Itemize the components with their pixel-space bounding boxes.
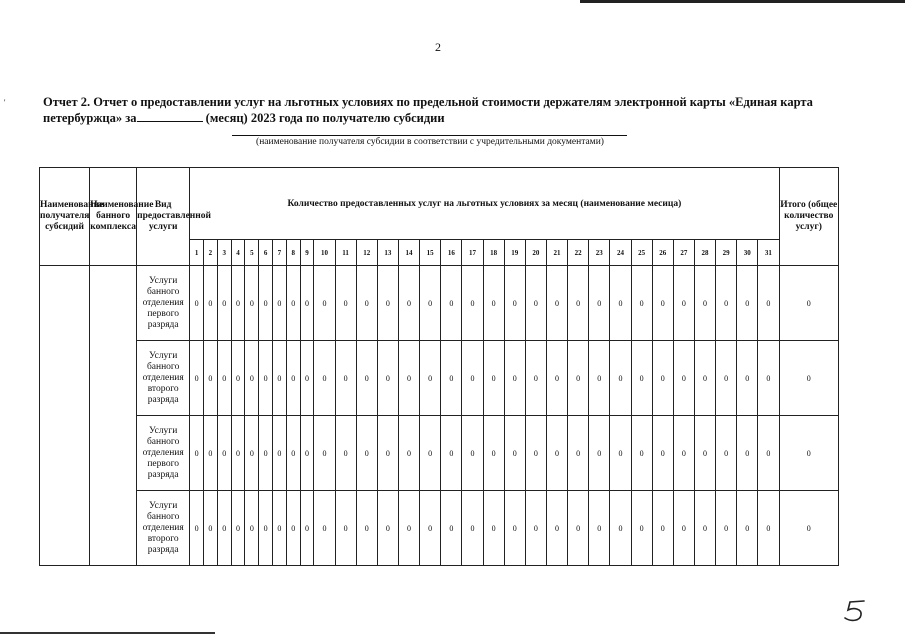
cell-day-value: 0	[758, 416, 779, 491]
month-blank-field	[137, 110, 203, 122]
cell-day-value: 0	[589, 341, 610, 416]
cell-day-value: 0	[231, 491, 245, 566]
cell-day-value: 0	[631, 341, 652, 416]
cell-day-value: 0	[441, 491, 462, 566]
handwritten-page-mark	[842, 598, 870, 631]
cell-day-value: 0	[314, 416, 335, 491]
header-day: 20	[525, 240, 546, 266]
header-day: 14	[398, 240, 419, 266]
cell-day-value: 0	[546, 266, 567, 341]
cell-day-value: 0	[631, 416, 652, 491]
cell-total: 0	[779, 416, 839, 491]
cell-day-value: 0	[356, 341, 377, 416]
cell-day-value: 0	[273, 491, 287, 566]
header-quantity: Количество предоставленных услуг на льготных условиях за месяц (наименование месица)	[190, 168, 779, 240]
recipient-caption: (наименование получателя субсидии в соответствии с учредительными документами)	[256, 137, 604, 147]
cell-day-value: 0	[259, 416, 273, 491]
header-day: 13	[377, 240, 398, 266]
cell-day-value: 0	[286, 416, 300, 491]
report-table	[39, 167, 839, 566]
header-day: 19	[504, 240, 525, 266]
table-row	[40, 416, 839, 491]
header-day: 5	[245, 240, 259, 266]
header-day: 17	[462, 240, 483, 266]
cell-day-value: 0	[631, 266, 652, 341]
cell-day-value: 0	[694, 341, 715, 416]
cell-day-value: 0	[398, 416, 419, 491]
header-day: 21	[546, 240, 567, 266]
cell-day-value: 0	[737, 491, 758, 566]
scan-edge-top	[580, 0, 905, 3]
cell-day-value: 0	[420, 266, 441, 341]
cell-day-value: 0	[716, 266, 737, 341]
cell-day-value: 0	[441, 341, 462, 416]
cell-day-value: 0	[546, 341, 567, 416]
page-number: 2	[435, 40, 441, 54]
header-total: Итого (общее количество услуг)	[779, 168, 839, 266]
cell-recipient	[40, 266, 90, 566]
cell-day-value: 0	[610, 341, 631, 416]
cell-day-value: 0	[217, 266, 231, 341]
recipient-name-line	[232, 135, 627, 136]
cell-day-value: 0	[758, 266, 779, 341]
cell-day-value: 0	[217, 491, 231, 566]
cell-day-value: 0	[462, 266, 483, 341]
cell-day-value: 0	[190, 491, 204, 566]
cell-day-value: 0	[377, 491, 398, 566]
cell-day-value: 0	[190, 341, 204, 416]
cell-service: Услуги банного отделения второго разряда	[137, 341, 190, 416]
cell-day-value: 0	[568, 416, 589, 491]
cell-day-value: 0	[673, 491, 694, 566]
cell-day-value: 0	[652, 416, 673, 491]
cell-day-value: 0	[300, 416, 314, 491]
cell-day-value: 0	[483, 491, 504, 566]
cell-day-value: 0	[356, 491, 377, 566]
header-day: 7	[273, 240, 287, 266]
cell-day-value: 0	[420, 491, 441, 566]
report-title-part2: (месяц) 2023 года по получателю субсидии	[205, 111, 445, 125]
cell-day-value: 0	[568, 491, 589, 566]
header-day: 29	[716, 240, 737, 266]
header-day: 30	[737, 240, 758, 266]
header-day: 8	[286, 240, 300, 266]
cell-day-value: 0	[259, 491, 273, 566]
cell-day-value: 0	[673, 266, 694, 341]
cell-day-value: 0	[568, 341, 589, 416]
cell-day-value: 0	[231, 416, 245, 491]
cell-day-value: 0	[504, 416, 525, 491]
cell-day-value: 0	[190, 416, 204, 491]
cell-day-value: 0	[314, 266, 335, 341]
cell-day-value: 0	[694, 266, 715, 341]
cell-day-value: 0	[245, 491, 259, 566]
cell-day-value: 0	[398, 491, 419, 566]
cell-total: 0	[779, 341, 839, 416]
table-row	[40, 341, 839, 416]
cell-complex	[90, 266, 137, 566]
cell-total: 0	[779, 491, 839, 566]
cell-day-value: 0	[546, 416, 567, 491]
cell-day-value: 0	[259, 266, 273, 341]
cell-day-value: 0	[314, 341, 335, 416]
cell-day-value: 0	[245, 341, 259, 416]
header-day: 10	[314, 240, 335, 266]
cell-day-value: 0	[204, 341, 218, 416]
cell-day-value: 0	[652, 341, 673, 416]
cell-day-value: 0	[441, 266, 462, 341]
header-day: 23	[589, 240, 610, 266]
header-day: 4	[231, 240, 245, 266]
cell-day-value: 0	[483, 266, 504, 341]
cell-day-value: 0	[462, 416, 483, 491]
cell-day-value: 0	[441, 416, 462, 491]
header-complex: Наименование банного комплекса	[90, 168, 137, 266]
header-day: 3	[217, 240, 231, 266]
report-title-part1: Отчет 2. Отчет о предоставлении услуг на льготных условиях по предельной стоимости держателям электронной карты «Единая карта петербуржца» за	[43, 95, 813, 125]
cell-day-value: 0	[716, 416, 737, 491]
cell-day-value: 0	[377, 266, 398, 341]
header-day: 16	[441, 240, 462, 266]
cell-day-value: 0	[462, 341, 483, 416]
header-day: 31	[758, 240, 779, 266]
cell-day-value: 0	[694, 416, 715, 491]
cell-day-value: 0	[273, 416, 287, 491]
cell-day-value: 0	[190, 266, 204, 341]
cell-day-value: 0	[694, 491, 715, 566]
cell-day-value: 0	[525, 341, 546, 416]
cell-day-value: 0	[356, 416, 377, 491]
cell-day-value: 0	[737, 341, 758, 416]
cell-day-value: 0	[245, 416, 259, 491]
cell-service: Услуги банного отделения первого разряда	[137, 266, 190, 341]
cell-day-value: 0	[204, 266, 218, 341]
cell-day-value: 0	[525, 416, 546, 491]
cell-day-value: 0	[231, 266, 245, 341]
cell-day-value: 0	[546, 491, 567, 566]
header-day: 24	[610, 240, 631, 266]
cell-day-value: 0	[610, 416, 631, 491]
table-row	[40, 491, 839, 566]
cell-day-value: 0	[300, 266, 314, 341]
cell-day-value: 0	[737, 266, 758, 341]
cell-day-value: 0	[589, 491, 610, 566]
cell-day-value: 0	[673, 341, 694, 416]
cell-day-value: 0	[286, 341, 300, 416]
cell-day-value: 0	[231, 341, 245, 416]
header-day: 27	[673, 240, 694, 266]
cell-day-value: 0	[673, 416, 694, 491]
header-recipient: Наименование получателя субсидий	[40, 168, 90, 266]
cell-day-value: 0	[462, 491, 483, 566]
cell-day-value: 0	[525, 266, 546, 341]
cell-day-value: 0	[420, 341, 441, 416]
header-day: 9	[300, 240, 314, 266]
cell-day-value: 0	[652, 266, 673, 341]
cell-day-value: 0	[504, 266, 525, 341]
cell-day-value: 0	[356, 266, 377, 341]
cell-day-value: 0	[273, 266, 287, 341]
header-day: 25	[631, 240, 652, 266]
cell-day-value: 0	[504, 491, 525, 566]
scan-edge-bottom	[0, 632, 215, 634]
cell-day-value: 0	[377, 341, 398, 416]
cell-day-value: 0	[483, 416, 504, 491]
cell-total: 0	[779, 266, 839, 341]
cell-day-value: 0	[758, 491, 779, 566]
cell-day-value: 0	[631, 491, 652, 566]
cell-day-value: 0	[420, 416, 441, 491]
cell-day-value: 0	[286, 491, 300, 566]
cell-day-value: 0	[300, 491, 314, 566]
cell-day-value: 0	[398, 341, 419, 416]
header-day: 22	[568, 240, 589, 266]
header-day: 18	[483, 240, 504, 266]
table-row	[40, 266, 839, 341]
cell-day-value: 0	[525, 491, 546, 566]
header-day: 11	[335, 240, 356, 266]
handwritten-five-glyph	[842, 598, 870, 624]
margin-mark: '	[4, 98, 6, 107]
cell-day-value: 0	[589, 266, 610, 341]
cell-day-value: 0	[273, 341, 287, 416]
cell-day-value: 0	[652, 491, 673, 566]
header-day: 1	[190, 240, 204, 266]
cell-day-value: 0	[300, 341, 314, 416]
header-day: 6	[259, 240, 273, 266]
header-day: 12	[356, 240, 377, 266]
cell-day-value: 0	[610, 266, 631, 341]
cell-day-value: 0	[335, 416, 356, 491]
cell-day-value: 0	[483, 341, 504, 416]
header-day: 15	[420, 240, 441, 266]
cell-day-value: 0	[204, 416, 218, 491]
cell-day-value: 0	[314, 491, 335, 566]
cell-day-value: 0	[245, 266, 259, 341]
cell-day-value: 0	[286, 266, 300, 341]
cell-day-value: 0	[758, 341, 779, 416]
header-day: 2	[204, 240, 218, 266]
cell-day-value: 0	[589, 416, 610, 491]
cell-day-value: 0	[335, 491, 356, 566]
report-title	[43, 95, 853, 126]
cell-day-value: 0	[335, 266, 356, 341]
cell-day-value: 0	[716, 491, 737, 566]
cell-day-value: 0	[568, 266, 589, 341]
cell-service: Услуги банного отделения второго разряда	[137, 491, 190, 566]
header-service: Вид предоставленной услуги	[137, 168, 190, 266]
cell-day-value: 0	[504, 341, 525, 416]
cell-service: Услуги банного отделения первого разряда	[137, 416, 190, 491]
cell-day-value: 0	[716, 341, 737, 416]
cell-day-value: 0	[335, 341, 356, 416]
header-day: 26	[652, 240, 673, 266]
cell-day-value: 0	[204, 491, 218, 566]
cell-day-value: 0	[217, 416, 231, 491]
cell-day-value: 0	[377, 416, 398, 491]
cell-day-value: 0	[610, 491, 631, 566]
header-day: 28	[694, 240, 715, 266]
cell-day-value: 0	[737, 416, 758, 491]
cell-day-value: 0	[259, 341, 273, 416]
cell-day-value: 0	[398, 266, 419, 341]
cell-day-value: 0	[217, 341, 231, 416]
